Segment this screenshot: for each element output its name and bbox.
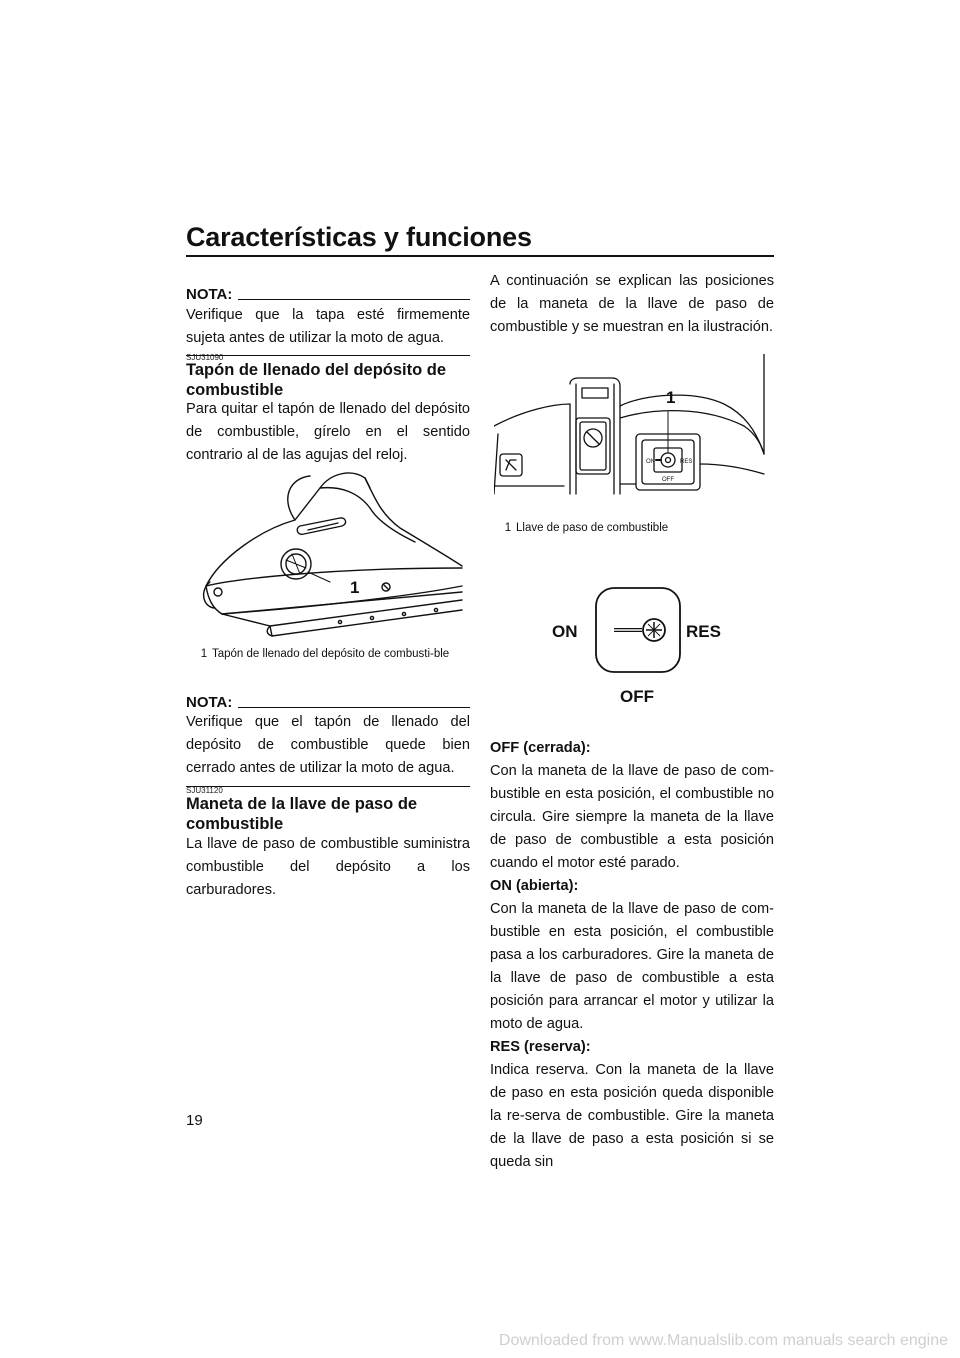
fuel-cock-panel-illustration [494,354,770,496]
positions-description [490,737,774,1174]
nota-1-text: Verifique que la tapa esté firmemente sujeta antes de utilizar la moto de agua. [186,304,470,356]
fuel-cap-illustration [200,468,470,644]
res-text: Indica reserva. Con la maneta de la llave de paso en esta posición queda disponible la re-serva de combustible. Gire la maneta de la llave de paso a esta posición si se queda sin [490,1062,774,1170]
nota-2-label: NOTA: [186,694,233,711]
fig-2-caption-number: 1 [504,522,512,534]
section-2-heading: Maneta de la llave de paso de combustible [186,795,418,833]
fig-2-caption [500,522,774,535]
fig-1-caption [196,648,470,661]
on-heading: ON (abierta): [490,878,579,894]
page-title: Características y funciones [186,222,532,252]
fig-1-callout: 1 [350,578,360,597]
section-1-code: SJU31090 [186,353,224,362]
fig-2-callout: 1 [666,388,676,407]
fig-3-label-off: OFF [620,687,654,706]
page-number: 19 [186,1112,203,1129]
section-2-text: La llave de paso de combustible suministra combustible del depósito a los carburadores. [186,836,470,898]
title-rule [186,255,774,257]
off-heading: OFF (cerrada): [490,740,591,756]
section-1-text: Para quitar el tapón de llenado del depósito de combustible, gírelo en el sentido contrario al de las agujas del reloj. [186,401,470,463]
res-heading: RES (reserva): [490,1039,591,1055]
section-2-code: SJU31120 [186,786,223,795]
fig-3-label-res: RES [686,622,721,641]
fig-2-caption-text: Llave de paso de combustible [516,522,669,534]
fig-3-label-on: ON [552,622,578,641]
nota-1-header [186,286,470,303]
fig-2-label-on: ON [646,459,655,465]
fig-1-caption-text: Tapón de llenado del depósito de combusti-ble [212,648,450,660]
nota-1-label: NOTA: [186,286,233,303]
nota-2-text: Verifique que el tapón de llenado del depósito de combustible quede bien cerrado antes de utilizar la moto de agua. [186,711,470,787]
footer-watermark: Downloaded from www.Manualslib.com manuals search engine [498,1332,948,1349]
off-text: Con la maneta de la llave de paso de com-bustible en esta posición, el combustible no circula. Gire siempre la maneta de la llave de paso de combustible a esta posición cuando el motor esté parado. [490,763,774,871]
fig-2-label-res: RES [680,459,693,465]
fig-1-caption-number: 1 [200,648,208,660]
section-1-heading: Tapón de llenado del depósito de combustible [186,361,447,399]
fuel-cock-positions-diagram [546,578,726,708]
on-text: Con la maneta de la llave de paso de com-bustible en esta posición, el combustible pasa a los carburadores. Gire la maneta de la llave de paso de combustible a esta posición para arrancar el motor y utilizar la moto de agua. [490,901,774,1032]
fig-2-label-off: OFF [662,477,674,483]
intro-text: A continuación se explican las posiciones de la maneta de la llave de paso de combustible y se muestran en la ilustración. [490,273,774,335]
nota-2-header [186,694,470,711]
